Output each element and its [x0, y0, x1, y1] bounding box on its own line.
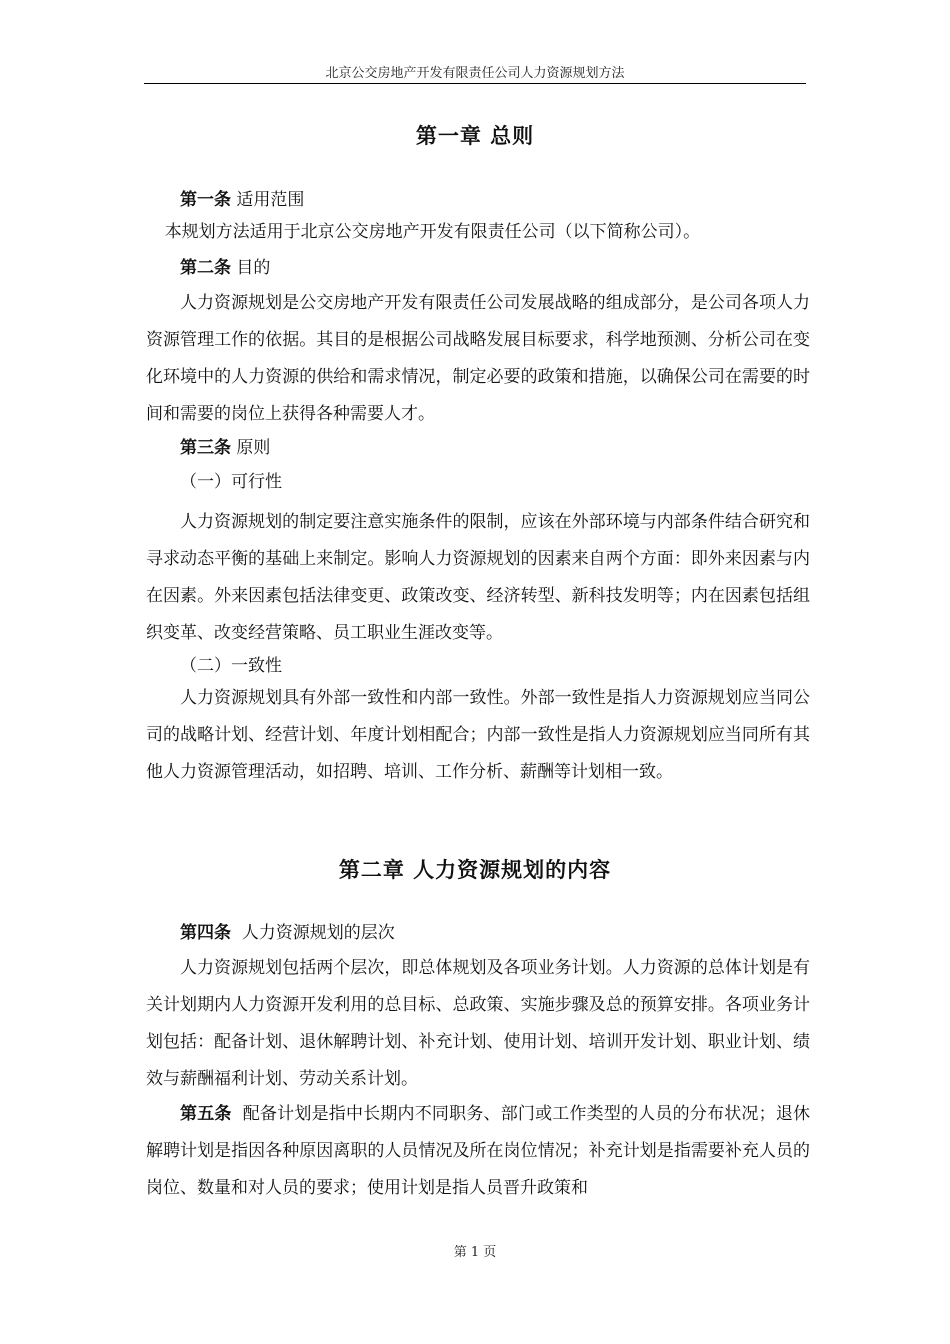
- article-4-body: 人力资源规划包括两个层次，即总体规划及各项业务计划。人力资源的总体计划是有关计划期内人力资源开发利用的总目标、总政策、实施步骤及总的预算安排。各项业务计划包括：配备计划、退休解聘计划、补充计划、使用计划、培训开发计划、职业计划、绩效与薪酬福利计划、劳动关系计划。: [146, 958, 810, 1089]
- article-5-paragraph: [146, 1096, 810, 1207]
- article-4-body-block: [146, 950, 810, 1098]
- article-2-heading: [180, 253, 270, 283]
- chapter-1-title: 第一章 总则: [415, 124, 535, 148]
- article-1-heading: [180, 185, 304, 215]
- page-number: 第 1 页: [453, 1245, 497, 1260]
- principle-2-body-block: [146, 680, 810, 791]
- page-header: 北京公交房地产开发有限责任公司人力资源规划方法: [325, 66, 625, 81]
- article-1-body-block: [146, 214, 810, 251]
- article-5-block: [146, 1096, 810, 1207]
- article-5-body: 配备计划是指中长期内不同职务、部门或工作类型的人员的分布状况；退休解聘计划是指因各种原因离职的人员情况及所在岗位情况；补充计划是指需要补充人员的岗位、数量和对人员的要求；使用计划是指人员晋升政策和: [146, 1104, 811, 1198]
- article-2-title: 目的: [236, 258, 271, 278]
- principle-1-body: 人力资源规划的制定要注意实施条件的限制，应该在外部环境与内部条件结合研究和寻求动态平衡的基础上来制定。影响人力资源规划的因素来自两个方面：即外来因素与内在因素。外来因素包括法律变更、政策改变、经济转型、新科技发明等；内在因素包括组织变革、改变经营策略、员工职业生涯改变等。: [146, 512, 810, 643]
- article-5-label: 第五条: [180, 1104, 232, 1124]
- article-1-label: 第一条: [180, 190, 231, 210]
- article-2-body-block: [146, 285, 810, 433]
- article-4-label: 第四条: [180, 923, 231, 943]
- article-1-title: 适用范围: [236, 190, 305, 210]
- principle-1-title: （一）可行性: [180, 472, 282, 492]
- article-3-title: 原则: [236, 438, 271, 458]
- principle-1-body-block: [146, 504, 810, 652]
- article-1-body: 本规划方法适用于北京公交房地产开发有限责任公司（以下简称公司）。: [164, 222, 701, 242]
- header-divider: [144, 83, 806, 84]
- article-4-heading: [180, 918, 395, 948]
- principle-2-body: 人力资源规划具有外部一致性和内部一致性。外部一致性是指人力资源规划应当同公司的战略计划、经营计划、年度计划相配合；内部一致性是指人力资源规划应当同所有其他人力资源管理活动，如招聘、培训、工作分析、薪酬等计划相一致。: [146, 688, 810, 782]
- article-3-label: 第三条: [180, 438, 231, 458]
- principle-2-title: （二）一致性: [180, 656, 282, 676]
- article-3-heading: [180, 433, 270, 463]
- article-2-label: 第二条: [180, 258, 231, 278]
- article-4-title: 人力资源规划的层次: [241, 923, 395, 943]
- article-2-body: 人力资源规划是公交房地产开发有限责任公司发展战略的组成部分，是公司各项人力资源管理工作的依据。其目的是根据公司战略发展目标要求，科学地预测、分析公司在变化环境中的人力资源的供给和需求情况，制定必要的政策和措施，以确保公司在需要的时间和需要的岗位上获得各种需要人才。: [146, 293, 810, 424]
- chapter-2-title: 第二章 人力资源规划的内容: [338, 858, 612, 882]
